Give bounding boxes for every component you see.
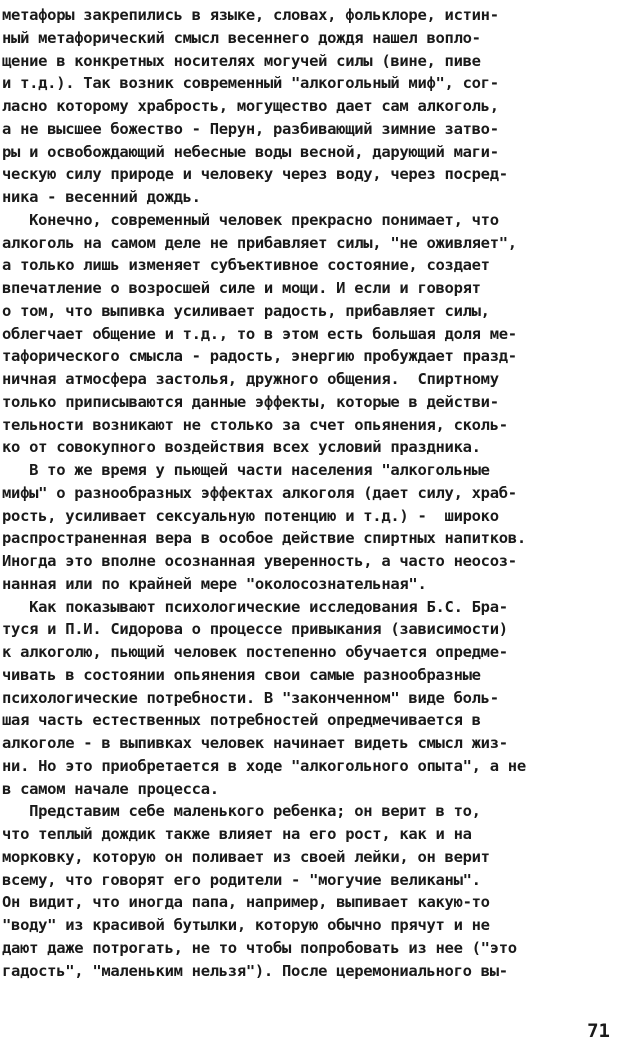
text-line: чивать в состоянии опьянения свои самые разнообразные	[2, 665, 481, 684]
text-line: морковку, которую он поливает из своей лейки, он верит	[2, 847, 490, 866]
text-line: нанная или по крайней мере "околосознательная".	[2, 574, 427, 593]
text-line: Он видит, что иногда папа, например, выпивает какую-то	[2, 893, 490, 912]
text-line: ника - весенний дождь.	[2, 188, 201, 206]
text-line: что теплый дождик также влияет на его рост, как и на	[2, 825, 472, 843]
text-line: Как показывают психологические исследования Б.С. Бра-	[2, 597, 508, 616]
text-line: метафоры закрепились в языке, словах, фольклоре, истин-	[2, 6, 499, 24]
text-line: алкоголе - в выпивках человек начинает видеть смысл жиз-	[2, 734, 508, 752]
text-line: всему, что говорят его родители - "могучие великаны".	[2, 870, 481, 889]
text-line: ничная атмосфера застолья, дружного общения. Спиртному	[2, 370, 499, 388]
text-line: и т.д.). Так возник современный "алкогольный миф", сог-	[2, 74, 499, 93]
text-line: ласно которому храбрость, могущество дает сам алкоголь,	[2, 97, 499, 115]
text-line: распространенная вера в особое действие спиртных напитков.	[2, 529, 526, 548]
page-number: 71	[587, 1020, 610, 1042]
text-line: о том, что выпивка усиливает радость, прибавляет силы,	[2, 301, 490, 320]
text-line: а не высшее божество - Перун, разбивающий зимние затво-	[2, 119, 499, 138]
text-line: В то же время у пьющей части населения "алкогольные	[2, 461, 490, 479]
text-line: Представим себе маленького ребенка; он верит в то,	[2, 802, 481, 821]
text-line: ко от совокупного воздействия всех условий праздника.	[2, 438, 481, 457]
text-line: психологические потребности. В "законченном" виде боль-	[2, 688, 499, 707]
text-line: Конечно, современный человек прекрасно понимает, что	[2, 210, 499, 229]
text-line: ный метафорический смысл весеннего дождя нашел вопло-	[2, 28, 481, 47]
text-line: щение в конкретных носителях могучей силы (вине, пиве	[2, 51, 481, 70]
text-line: рость, усиливает сексуальную потенцию и т.д.) - широко	[2, 506, 499, 525]
text-line: тельности возникают не столько за счет опьянения, сколь-	[2, 415, 508, 434]
text-line: облегчает общение и т.д., то в этом есть большая доля ме-	[2, 324, 517, 343]
text-line: только приписываются данные эффекты, которые в действи-	[2, 392, 499, 411]
text-line: "воду" из красивой бутылки, которую обычно прячут и не	[2, 916, 490, 934]
body-text	[2, 4, 612, 982]
text-line: мифы" о разнообразных эффектах алкоголя (дает силу, храб-	[2, 483, 517, 502]
text-line: Иногда это вполне осознанная уверенность, а часто неосоз-	[2, 552, 517, 570]
text-line: к алкоголю, пьющий человек постепенно обучается опредме-	[2, 643, 508, 661]
text-line: ни. Но это приобретается в ходе "алкогольного опыта", а не	[2, 756, 526, 775]
text-line: ческую силу природе и человеку через воду, через посред-	[2, 165, 508, 184]
text-line: впечатление о возросшей силе и мощи. И если и говорят	[2, 279, 481, 297]
text-line: тафорического смысла - радость, энергию пробуждает празд-	[2, 347, 517, 366]
text-line: ры и освобождающий небесные воды весной, дарующий маги-	[2, 142, 499, 161]
text-line: шая часть естественных потребностей опредмечивается в	[2, 711, 481, 730]
text-line: а только лишь изменяет субъективное состояние, создает	[2, 256, 490, 275]
text-line: алкоголь на самом деле не прибавляет силы, "не оживляет",	[2, 233, 517, 252]
text-line: гадость", "маленьким нельзя"). После церемониального вы-	[2, 961, 508, 980]
text-line: туся и П.И. Сидорова о процессе привыкания (зависимости)	[2, 620, 508, 639]
text-line: в самом начале процесса.	[2, 779, 219, 798]
text-line: дают даже потрогать, не то чтобы попробовать из нее ("это	[2, 938, 517, 957]
